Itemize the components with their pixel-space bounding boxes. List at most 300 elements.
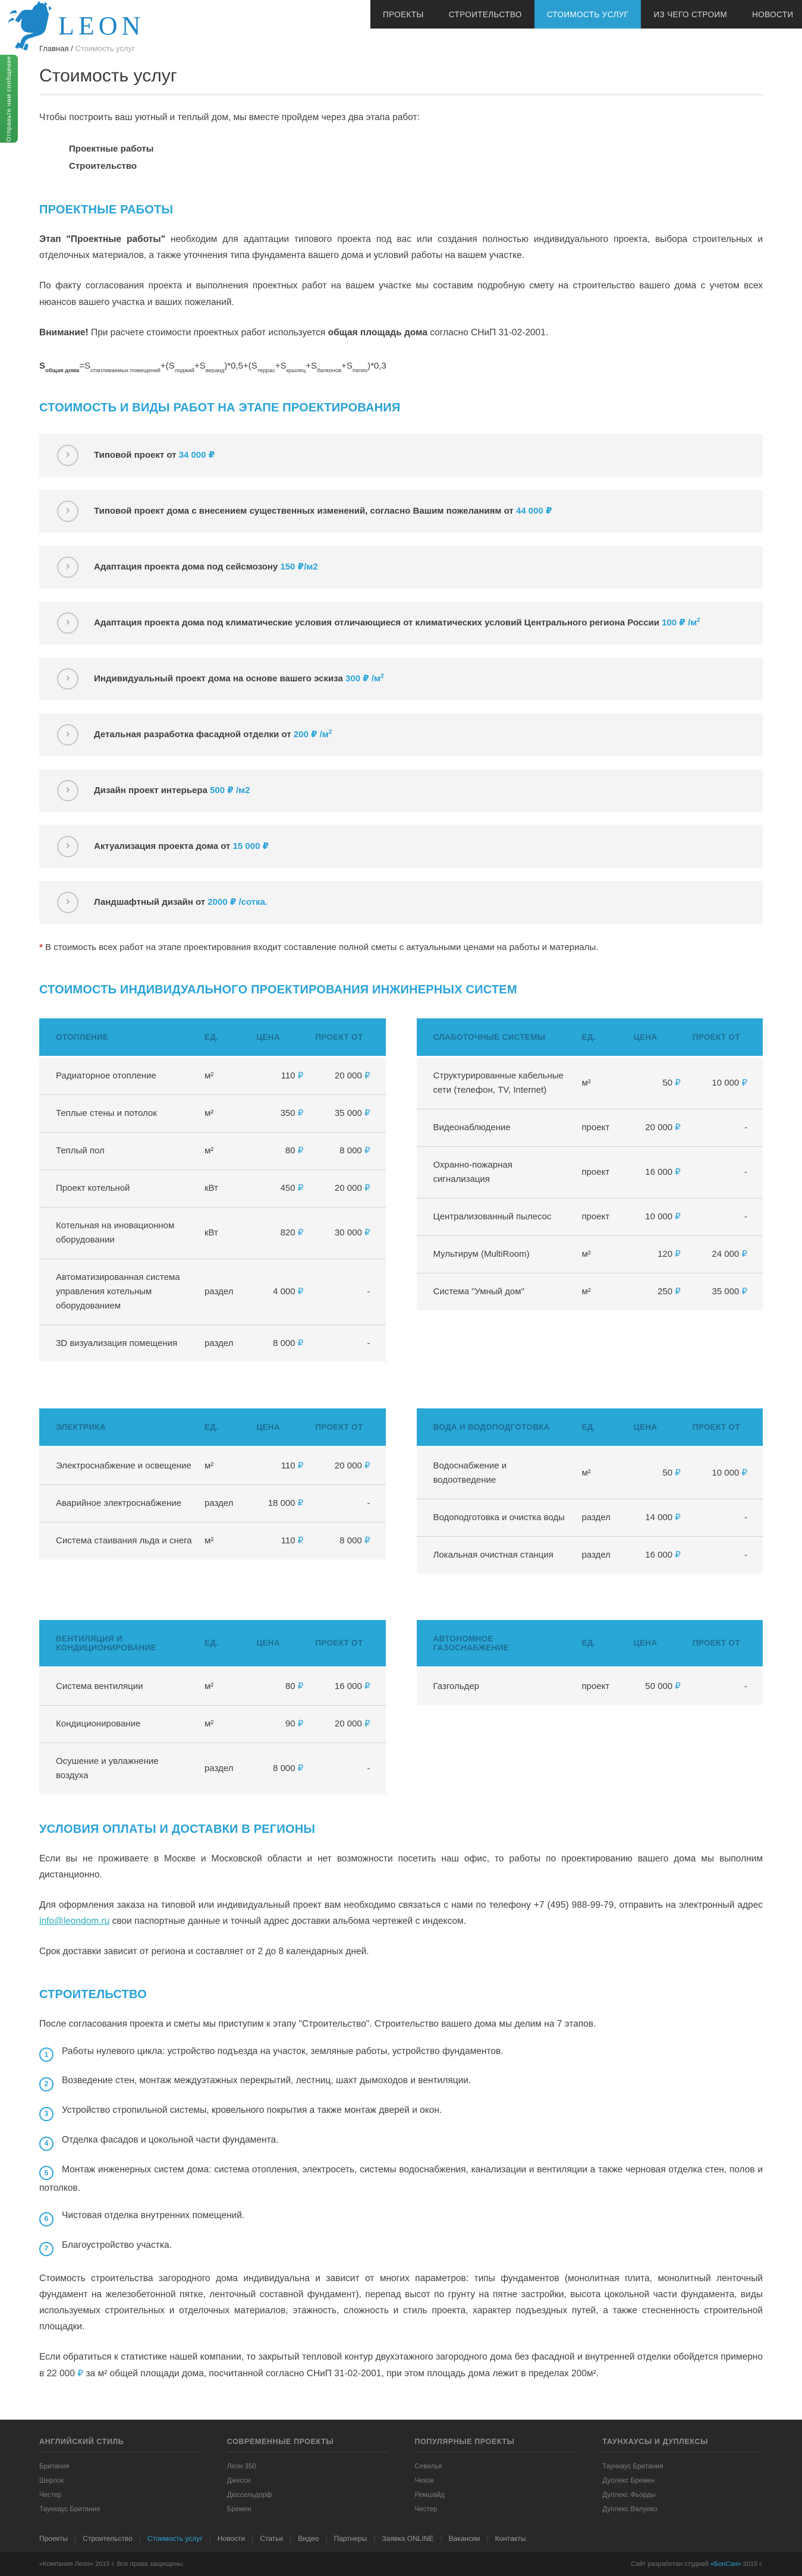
attention-bold: Внимание! [39,327,89,338]
table-row [39,1484,386,1522]
table-row [39,1522,386,1559]
table-row [39,1743,386,1794]
row-service-name: Теплые стены и потолок [39,1094,199,1132]
footer-link[interactable]: Таунхаус Британия [602,2462,663,2470]
accordion-item-price: 150 ₽/м2 [280,561,318,572]
chevron-right-icon: › [57,556,78,578]
row-price: 350 ₽ [250,1094,309,1132]
footer-link[interactable]: Севилья [414,2462,442,2470]
ruble-sign: ₽ [297,1681,304,1691]
accordion-item-label: Типовой проект дома с внесением существенных изменений, согласно Вашим пожеланиям от 44 000 ₽ [94,505,552,516]
row-unit: проект [575,1109,627,1146]
studio-credit: Сайт разработан студией «БонСан» 2015 г. [630,2561,763,2568]
table-col-price: ЦЕНА [628,1018,687,1057]
company-logo[interactable] [7,0,144,51]
footer-nav-item[interactable]: Новости [217,2534,246,2543]
footer-nav-separator: | [209,2534,211,2543]
ruble-sign: ₽ [297,1763,304,1773]
row-price: 80 ₽ [285,1681,304,1691]
footer-nav-item[interactable]: Статьи [260,2534,284,2543]
row-price: 110 ₽ [281,1070,304,1081]
stage-item: Проектные работы [69,144,154,155]
row-project-from: - [687,1109,763,1146]
row-unit: м² [581,1077,591,1088]
row-price: 18 000 ₽ [250,1484,309,1522]
step-number-badge: 4 [39,2137,54,2151]
accordion-item-label: Адаптация проекта дома под сейсмозону 150 ₽/м2 [94,561,318,572]
row-project-from: 20 000 ₽ [309,1169,385,1207]
footer-link[interactable]: Дуплекс Фьорды [602,2492,656,2499]
chevron-right-icon: › [57,836,78,857]
ruble-sign: ₽ [675,1166,681,1177]
row-service-name: Электроснабжение и освещение [56,1460,191,1471]
price-table [417,1620,763,1705]
stage-item: Строительство [69,161,137,171]
footer-link[interactable]: Дюссельдорф [227,2492,272,2499]
formula-segment: $+S_{патио}$ [341,360,368,374]
row-project-from: - [687,1536,763,1574]
ruble-sign: ₽ [675,1211,681,1222]
footer-nav-item[interactable]: Видео [298,2534,319,2543]
footer-nav-item[interactable]: Заявка ONLINE [382,2534,434,2543]
formula-segment: $=S_{отапливаемых помещений}$ [79,360,161,374]
design-stage-accordion [39,434,763,924]
step-number-badge: 1 [39,2047,54,2062]
ruble-sign: ₽ [297,1070,304,1081]
row-project-from: 8 000 ₽ [309,1522,385,1559]
row-unit: м² [575,1273,627,1310]
ruble-sign: ₽ [297,1108,304,1118]
ruble-sign: ₽ [297,1227,304,1238]
accordion-item[interactable] [39,825,763,868]
main-nav-item[interactable]: НОВОСТИ [752,10,794,19]
accordion-item-price: 300 ₽ $/м^2$ [345,672,384,684]
footer-link[interactable]: Дуплекс Бремен [602,2477,655,2484]
table-row [417,1198,763,1235]
main-nav [370,0,802,29]
table-row [417,1146,763,1198]
table-row [39,1169,386,1207]
table-row [39,1667,386,1705]
row-service-name: Локальная очистная станция [417,1536,576,1574]
row-unit: м² [204,1460,214,1471]
site-header [0,0,802,40]
footer-column-heading: ТАУНХАУСЫ И ДУПЛЕКСЫ [602,2437,763,2452]
main-nav-item[interactable]: СТРОИТЕЛЬСТВО [448,10,522,19]
table-row [39,1259,386,1325]
note-asterisk: * [39,942,46,952]
row-unit: м² [199,1522,250,1559]
row-price: 50 000 ₽ [645,1681,681,1691]
row-unit: раздел [199,1259,250,1325]
ruble-sign: ₽ [297,1718,304,1729]
footer-link[interactable]: Честер [414,2506,438,2514]
row-service-name: 3D визуализация помещения [39,1325,199,1362]
breadcrumb-separator: / [68,44,76,53]
ruble-sign: ₽ [77,2368,84,2379]
email-link[interactable]: info@leondom.ru [39,1916,110,1927]
table-title: АВТОНОМНОЕ ГАЗОСНАБЖЕНИЕ [417,1620,576,1668]
table-title: ВЕНТИЛЯЦИЯ И КОНДИЦИОНИРОВАНИЕ [39,1620,199,1668]
accordion-item-label: Детальная разработка фасадной отделки от 200 ₽ $/м^2$ [94,728,332,740]
row-unit: проект [575,1198,627,1235]
row-project-from: - [309,1743,385,1794]
table-title: ОТОПЛЕНИЕ [39,1018,199,1057]
footer-column [39,2437,200,2517]
step-item: 7 Благоустройство участка. [39,2237,763,2256]
ruble-sign: ₽ [741,1248,747,1259]
row-price: 120 ₽ [628,1235,687,1273]
footer-column-heading: ПОПУЛЯРНЫЕ ПРОЕКТЫ [415,2437,575,2452]
footer-nav-separator: | [440,2534,442,2543]
chevron-right-icon: › [57,668,78,690]
formula-lead: $S_{общая дома}$ [39,360,80,374]
step-item: 3 Устройство стропильной системы, кровельного покрытия а также монтаж дверей и окон. [39,2102,763,2121]
table-col-unit: ЕД. [575,1620,627,1668]
row-service-name: Мультирум (MultiRoom) [417,1235,576,1273]
footer-nav-item[interactable]: Строительство [83,2534,133,2543]
ruble-sign: ₽ [297,1145,304,1156]
logo-text: LEON [58,11,145,40]
accordion-item-label: Дизайн проект интерьера 500 ₽ /м2 [94,785,250,795]
row-service-name: Система вентиляции [56,1681,143,1691]
stages-list [69,141,763,175]
accordion-item[interactable] [39,434,763,477]
row-service-name: Автоматизированная система управления котельным оборудованием [39,1259,199,1325]
delivery-paragraph-1: Если вы не проживаете в Москве и Московской области и нет возможности посетить наш офис, то работы по проектированию вашего дома мы выполним дистанционно. [39,1853,763,1880]
table-col-project: ПРОЕКТ ОТ [309,1018,385,1057]
table-row [417,1667,763,1705]
table-title: ЭЛЕКТРИКА [39,1408,199,1447]
row-unit: кВт [199,1207,250,1259]
ruble-sign: ₽ [364,1460,370,1471]
footer-link[interactable]: Леон 350 [227,2462,256,2470]
row-project-from: - [687,1146,763,1198]
accordion-item-price: 44 000 ₽ [515,505,552,516]
footer-link[interactable]: Британия [39,2462,70,2470]
footer-nav-separator: | [290,2534,292,2543]
ruble-sign: ₽ [297,1182,304,1193]
row-unit: проект [575,1146,627,1198]
footer-nav-item[interactable]: Контакты [495,2534,526,2543]
accordion-item-price: 34 000 ₽ [178,449,215,460]
footer-column-heading: СОВРЕМЕННЫЕ ПРОЕКТЫ [227,2437,388,2452]
ruble-sign: ₽ [675,1681,681,1691]
table-col-project: ПРОЕКТ ОТ [309,1408,385,1447]
engineering-tables [39,1018,763,1794]
row-unit: м² [199,1132,250,1169]
accordion-item[interactable] [39,602,763,644]
accordion-item-label: Индивидуальный проект дома на основе вашего эскиза 300 ₽ $/м^2$ [94,672,384,684]
table-col-project: ПРОЕКТ ОТ [309,1620,385,1668]
row-service-name: Система стаивания льда и снега [39,1522,199,1559]
table-col-project: ПРОЕКТ ОТ [687,1408,763,1447]
accordion-item[interactable] [39,713,763,756]
studio-name[interactable]: «БонСан» [710,2561,741,2568]
row-service-name: Видеонаблюдение [417,1109,576,1146]
table-row [39,1705,386,1743]
row-price: 16 000 ₽ [628,1146,687,1198]
step-item: 6 Чистовая отделка внутренних помещений. [39,2207,763,2226]
section-heading-project-works: ПРОЕКТНЫЕ РАБОТЫ [39,203,174,217]
row-unit: раздел [199,1484,250,1522]
formula-segment: $+S_{крылец}$ [275,360,306,374]
footer-link[interactable]: Джесси [227,2477,251,2484]
attention-paragraph: Внимание! При расчете стоимости проектных работ используется общая площадь дома согласно СНиП 31-02-2001. [39,327,549,338]
ruble-sign: ₽ [364,1108,370,1118]
table-row [39,1094,386,1132]
step-item: 2 Возведение стен, монтаж междуэтажных перекрытий, лестниц, шахт дымоходов и вентиляции. [39,2072,763,2091]
table-row [417,1056,763,1109]
chevron-right-icon: › [57,724,78,746]
row-price: 50 ₽ [662,1077,681,1088]
table-col-project: ПРОЕКТ ОТ [687,1620,763,1668]
ruble-sign: ₽ [364,1070,370,1081]
accordion-item[interactable] [39,769,763,812]
construction-intro: После согласования проекта и сметы мы приступим к этапу "Строительство". Строительство вашего дома мы делим на 7 этапов. [39,2019,596,2030]
row-unit: м² [581,1467,591,1478]
ruble-sign: ₽ [297,1286,304,1297]
row-project-from: 35 000 ₽ [309,1094,385,1132]
table-col-price: ЦЕНА [250,1620,309,1668]
row-price: 90 ₽ [250,1705,309,1743]
row-project-from: - [309,1325,385,1362]
table-col-unit: ЕД. [199,1620,250,1668]
construction-steps [39,2043,763,2256]
footer-nav-item[interactable]: Вакансии [448,2534,480,2543]
row-price: 16 000 ₽ [628,1536,687,1574]
ruble-sign: ₽ [741,1467,747,1478]
formula-segment: $+S_{веранд}$ [194,360,225,374]
accordion-item-price: 200 ₽ $/м^2$ [293,728,332,740]
construction-stat-paragraph: Если обратиться к статистике нашей компании, то закрытый тепловой контур двухэтажного загородного дома без фасадной и внутренней отделки обойдется примерно в 22 000 ₽ за м² общей площади дома, посчитанной согласно СНиП 31-02-2001, при этом площадь дома лежит в пределах 200м². [39,2352,763,2379]
table-title: ВОДА И ВОДОПОДГОТОВКА [417,1408,576,1447]
row-service-name: Аварийное электроснабжение [39,1484,199,1522]
accordion-item[interactable] [39,546,763,589]
step-number-badge: 2 [39,2077,54,2091]
accordion-item-label: Типовой проект от 34 000 ₽ [94,449,215,460]
row-project-from: - [744,1681,747,1691]
row-price: 4 000 ₽ [250,1259,309,1325]
total-area-formula [39,361,763,373]
row-price: 8 000 ₽ [250,1743,309,1794]
row-project-from: - [687,1499,763,1536]
section-heading-engineering: СТОИМОСТЬ ИНДИВИДУАЛЬНОГО ПРОЕКТИРОВАНИЯ ИНЖИНЕРНЫХ СИСТЕМ [39,983,517,996]
accordion-item-label: Ландшафтный дизайн от 2000 ₽ /сотка. [94,897,268,907]
row-project-from: 20 000 ₽ [309,1705,385,1743]
chevron-right-icon: › [57,501,78,522]
footer-nav-separator: | [325,2534,328,2543]
main-content [0,44,802,2382]
footer-column [415,2437,575,2517]
row-unit: м² [199,1094,250,1132]
ruble-sign: ₽ [297,1338,304,1348]
row-project-from: 20 000 ₽ [334,1070,370,1081]
footer-nav-item[interactable]: Партнеры [334,2534,367,2543]
row-unit: кВт [199,1169,250,1207]
copyright-text: «Компания Леон» 2015 г. Все права защищены. [39,2561,185,2568]
chevron-right-icon: › [57,612,78,634]
table-row [39,1207,386,1259]
row-service-name: Водоснабжение и водоотведение [433,1460,507,1485]
section-heading-delivery: УСЛОВИЯ ОПЛАТЫ И ДОСТАВКИ В РЕГИОНЫ [39,1822,316,1836]
table-col-unit: ЕД. [575,1018,627,1057]
row-unit: м² [204,1070,214,1081]
footer-nav-separator: | [373,2534,376,2543]
accordion-item-label: Адаптация проекта дома под климатические условия отличающиеся от климатических условий Центрального региона России 100 ₽ $/м^2$ [94,617,700,628]
footer-nav-separator: | [486,2534,489,2543]
accordion-item-label: Актуализация проекта дома от 15 000 ₽ [94,841,269,851]
ruble-sign: ₽ [364,1145,370,1156]
ruble-sign: ₽ [741,1286,747,1297]
price-table [39,1620,386,1794]
footer-nav-separator: | [74,2534,77,2543]
row-price: 110 ₽ [281,1460,304,1471]
section-heading-design-stage: СТОИМОСТЬ И ВИДЫ РАБОТ НА ЭТАПЕ ПРОЕКТИРОВАНИЯ [39,401,401,414]
table-col-unit: ЕД. [575,1408,627,1447]
attention-bold-2: общая площадь дома [328,327,427,338]
table-col-price: ЦЕНА [628,1620,687,1668]
row-project-from: - [309,1484,385,1522]
step-item: 1 Работы нулевого цикла: устройство подъезда на участок, земляные работы, устройство фундаментов. [39,2043,763,2062]
footer-nav-separator: | [139,2534,141,2543]
copyright-bar [0,2552,802,2576]
ruble-sign: ₽ [364,1718,370,1729]
main-nav-item[interactable]: ИЗ ЧЕГО СТРОИМ [653,10,728,19]
main-nav-item[interactable]: СТОИМОСТЬ УСЛУГ [534,0,641,29]
table-col-price: ЦЕНА [250,1408,309,1447]
project-works-paragraph-1: Этап "Проектные работы" необходим для адаптации типового проекта под вас или создания полностью индивидуального проекта, выбора строительных и отделочных материалов, а также уточнения типа фундамента вашего дома и условий работы на вашем участке. [39,234,763,261]
row-service-name: Централизованный пылесос [417,1198,576,1235]
intro-lead: Чтобы построить ваш уютный и теплый дом, мы вместе пройдем через два этапа работ: [39,112,420,122]
table-row [417,1446,763,1499]
footer-link[interactable]: Шерлок [39,2477,64,2484]
page-title: Стоимость услуг [39,66,177,86]
footer-column [602,2437,763,2517]
row-unit: раздел [199,1325,250,1362]
table-col-unit: ЕД. [199,1018,250,1057]
main-nav-item[interactable]: ПРОЕКТЫ [383,10,424,19]
row-project-from: - [309,1259,385,1325]
row-price: 110 ₽ [250,1522,309,1559]
row-unit: раздел [199,1743,250,1794]
accordion-item[interactable] [39,658,763,700]
row-service-name: Структурированные кабельные сети (телефон, TV, Internet) [433,1070,564,1095]
row-price: 20 000 ₽ [628,1109,687,1146]
row-price: 80 ₽ [250,1132,309,1169]
table-row [417,1109,763,1146]
logo-wrap [0,0,370,40]
site-footer [0,2420,802,2576]
row-service-name: Проект котельной [39,1169,199,1207]
step-number-badge: 3 [39,2107,54,2121]
table-row [417,1499,763,1536]
row-service-name: Радиаторное отопление [56,1070,156,1081]
footer-link[interactable]: Таунхаус Британия [39,2506,100,2514]
table-col-unit: ЕД. [199,1408,250,1447]
section-heading-construction: СТРОИТЕЛЬСТВО [39,1988,147,2002]
footer-nav-item[interactable]: Стоимость услуг [147,2534,203,2543]
ruble-sign: ₽ [297,1460,304,1471]
row-unit: проект [581,1681,610,1691]
row-service-name: Осушение и увлажнение воздуха [39,1743,199,1794]
accordion-item[interactable] [39,881,763,924]
footer-link[interactable]: Ремшайд [414,2492,445,2499]
table-row [417,1273,763,1310]
send-message-tab[interactable] [0,55,18,143]
ruble-sign: ₽ [675,1512,681,1523]
ruble-sign: ₽ [364,1535,370,1546]
footer-link[interactable]: Честер [39,2492,62,2499]
row-project-from: 35 000 ₽ [687,1273,763,1310]
ruble-sign: ₽ [741,1077,747,1088]
accordion-item[interactable] [39,490,763,533]
chevron-right-icon: › [57,445,78,466]
chevron-right-icon: › [57,780,78,801]
table-title: СЛАБОТОЧНЫЕ СИСТЕМЫ [417,1018,576,1057]
footer-link[interactable]: Дуплекс Валуево [602,2506,658,2514]
row-project-from: 24 000 ₽ [687,1235,763,1273]
table-col-price: ЦЕНА [628,1408,687,1447]
delivery-paragraph-3: Срок доставки зависит от региона и составляет от 2 до 8 календарных дней. [39,1946,369,1957]
row-service-name: Охранно-пожарная сигнализация [417,1146,576,1198]
table-row [417,1235,763,1273]
row-project-from: 30 000 ₽ [309,1207,385,1259]
row-price: 10 000 ₽ [628,1198,687,1235]
row-project-from: 10 000 ₽ [712,1077,747,1088]
breadcrumb-home[interactable]: Главная [39,44,69,53]
row-project-from: - [687,1198,763,1235]
row-project-from: 16 000 ₽ [334,1681,370,1691]
formula-segment: )$*0,5+(S_{террас}$ [224,360,275,374]
ruble-sign: ₽ [364,1227,370,1238]
step-number-badge: 6 [39,2212,54,2226]
table-row [417,1536,763,1574]
footer-link[interactable]: Чехов [414,2477,434,2484]
formula-segment: $+(S_{лоджий}$ [160,360,194,374]
row-price: 450 ₽ [250,1169,309,1207]
price-table [417,1018,763,1310]
row-service-name: Кондиционирование [39,1705,199,1743]
price-table [39,1408,386,1559]
send-message-tab-label: Отправьте нам сообщение [5,55,12,142]
row-service-name: Газгольдер [433,1681,479,1691]
table-row [39,1446,386,1484]
footer-nav-item[interactable]: Проекты [39,2534,68,2543]
design-stage-note: * В стоимость всех работ на этапе проектирования входит составление полной сметы с актуальными ценами на работы и материалы. [39,942,599,952]
price-table [417,1408,763,1574]
row-unit: м² [199,1705,250,1743]
ruble-sign: ₽ [675,1248,681,1259]
ruble-sign: ₽ [297,1535,304,1546]
lion-icon [7,0,56,51]
accordion-item-price: 100 ₽ $/м^2$ [662,617,700,628]
price-table [39,1018,386,1362]
accordion-item-price: 2000 ₽ /сотка. [207,897,268,907]
row-project-from: 20 000 ₽ [334,1460,370,1471]
table-row [39,1056,386,1094]
delivery-paragraph-2: Для оформления заказа на типовой или индивидуальный проект вам необходимо связаться с нами по телефону +7 (495) 988-99-79, отправить на электронный адрес info@leondom.ru свои паспортные данные и точный адрес доставки альбома чертежей с индексом. [39,1900,763,1927]
table-col-project: ПРОЕКТ ОТ [687,1018,763,1057]
table-col-price: ЦЕНА [250,1018,309,1057]
footer-link[interactable]: Бремен [227,2506,251,2514]
step-number-badge: 5 [39,2166,54,2180]
step-item: 4 Отделка фасадов и цокольной части фундамента. [39,2132,763,2151]
construction-cost-paragraph: Стоимость строительства загородного дома индивидуальна и зависит от многих параметров: типы фундаментов (монолитная плита, монолитный ленточный фундамент на железобетонной пятке, ленточный составной фундамент), перепад высот по грунту на пятне застройки, высота цокольной части фундамента, виды используемых строительных и отделочных материалов, этажность, сложность и стиль проекта, характер подъездных путей, а также стесненность строительной площадки. [39,2273,763,2332]
row-service-name: Водоподготовка и очистка воды [417,1499,576,1536]
row-unit: раздел [575,1536,627,1574]
row-project-from: 8 000 ₽ [309,1132,385,1169]
